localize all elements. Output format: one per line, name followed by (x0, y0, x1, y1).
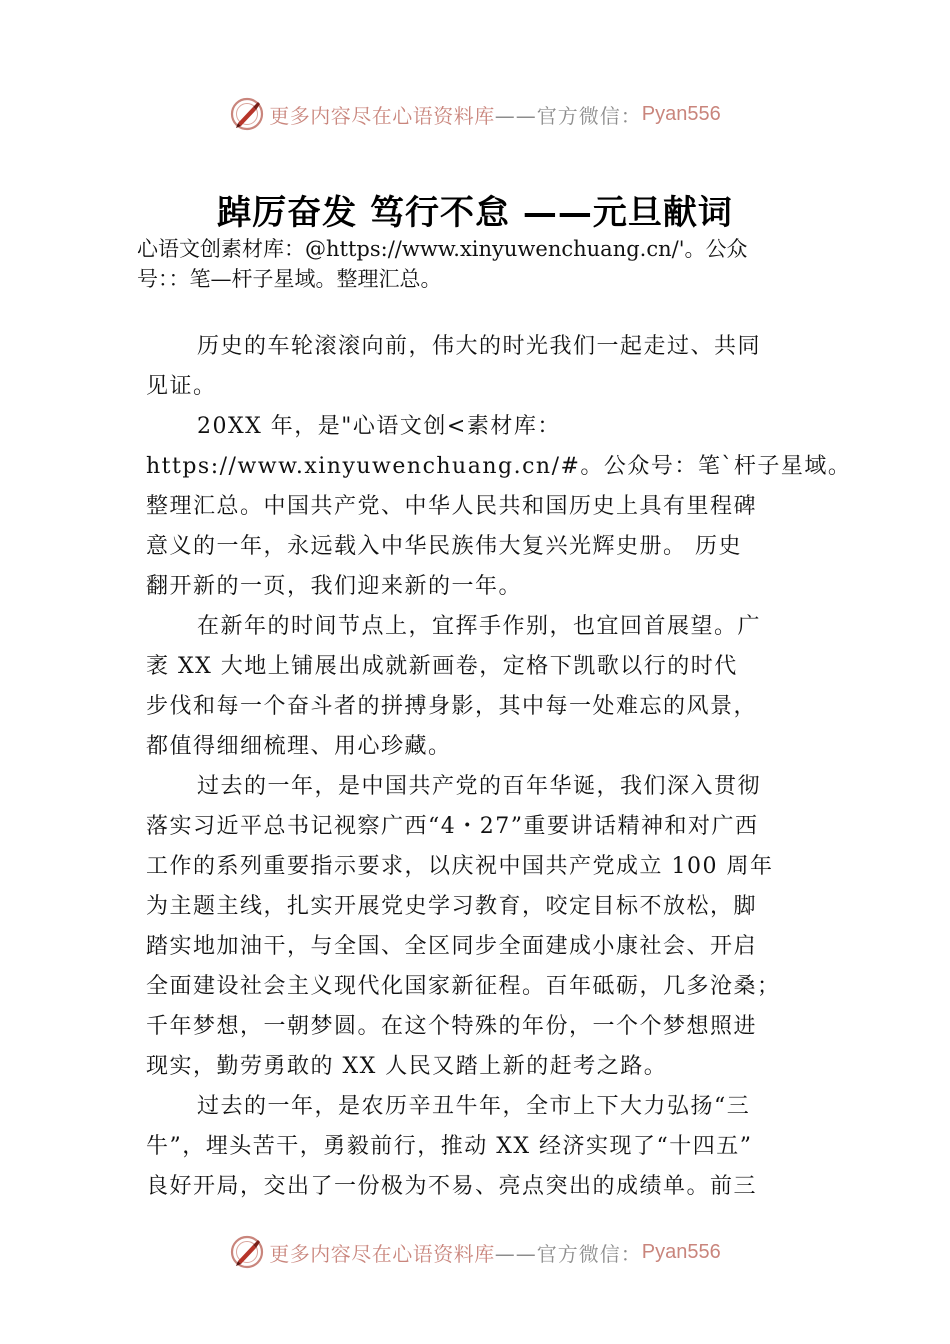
paragraph-line: 现实，勤劳勇敢的 XX 人民又踏上新的赶考之路。 (146, 1054, 668, 1079)
pen-logo-icon (229, 96, 265, 132)
banner-tagline: 更多内容尽在心语资料库 (269, 1241, 495, 1266)
paragraph-line: 袤 XX 大地上铺展出成就新画卷，定格下凯歌以行的时代 (146, 654, 738, 679)
paragraph-line: 为主题主线，扎实开展党史学习教育，咬定目标不放松，脚 (146, 894, 758, 919)
banner-wechat-id: Pyan556 (641, 102, 721, 125)
paragraph-line: 整理汇总。中国共产党、中华人民共和国历史上具有里程碑 (146, 494, 758, 519)
header-banner (0, 94, 950, 134)
paragraph-line: 都值得细细梳理、用心珍藏。 (146, 734, 452, 759)
paragraph-line: 步伐和每一个奋斗者的拼搏身影，其中每一处难忘的风景， (146, 694, 758, 719)
paragraph-line: 翻开新的一页，我们迎来新的一年。 (146, 574, 523, 599)
paragraph-line: https://www.xinyuwenchuang.cn/#。公众号：笔`杆子星域。 (146, 454, 852, 479)
banner-wechat-id: Pyan556 (641, 1240, 721, 1263)
paragraph-line: 落实习近平总书记视察广西“4・27”重要讲话精神和对广西 (146, 814, 759, 839)
paragraph-line: 千年梦想，一朝梦圆。在这个特殊的年份，一个个梦想照进 (146, 1014, 758, 1039)
document-title: 踔厉奋发 笃行不怠 ——元旦献词 (217, 193, 733, 233)
paragraph-line: 历史的车轮滚滚向前，伟大的时光我们一起走过、共同 (197, 334, 762, 359)
paragraph-line: 工作的系列重要指示要求，以庆祝中国共产党成立 100 周年 (146, 854, 774, 879)
document-body (146, 327, 852, 1207)
pen-logo-icon (229, 1234, 265, 1270)
banner-wechat-label: ——官方微信： (494, 1241, 642, 1266)
paragraph-line: 良好开局，交出了一份极为不易、亮点突出的成绩单。前三 (146, 1174, 758, 1199)
paragraph-line: 牛”，埋头苦干，勇毅前行，推动 XX 经济实现了“十四五” (146, 1134, 753, 1159)
paragraph-line: 在新年的时间节点上，宜挥手作别，也宜回首展望。广 (197, 614, 762, 639)
paragraph-line: 意义的一年，永远载入中华民族伟大复兴光辉史册。 历史 (146, 534, 742, 559)
source-note (137, 234, 837, 294)
banner-tagline: 更多内容尽在心语资料库 (269, 103, 495, 128)
banner-wechat-label: ——官方微信： (494, 103, 642, 128)
source-line: 心语文创素材库：@https://www.xinyuwenchuang.cn/'。公众 (137, 237, 748, 261)
paragraph-line: 全面建设社会主义现代化国家新征程。百年砥砺，几多沧桑； (146, 974, 781, 999)
source-line: 号：：笔—杆子星域。整理汇总。 (137, 267, 442, 291)
paragraph-line: 见证。 (146, 374, 217, 399)
paragraph-line: 过去的一年，是农历辛丑牛年，全市上下大力弘扬“三 (197, 1094, 751, 1119)
footer-banner (0, 1232, 950, 1272)
paragraph-line: 踏实地加油干，与全国、全区同步全面建成小康社会、开启 (146, 934, 758, 959)
paragraph-line: 20XX 年，是"心语文创<素材库： (197, 414, 561, 439)
paragraph-line: 过去的一年，是中国共产党的百年华诞，我们深入贯彻 (197, 774, 762, 799)
